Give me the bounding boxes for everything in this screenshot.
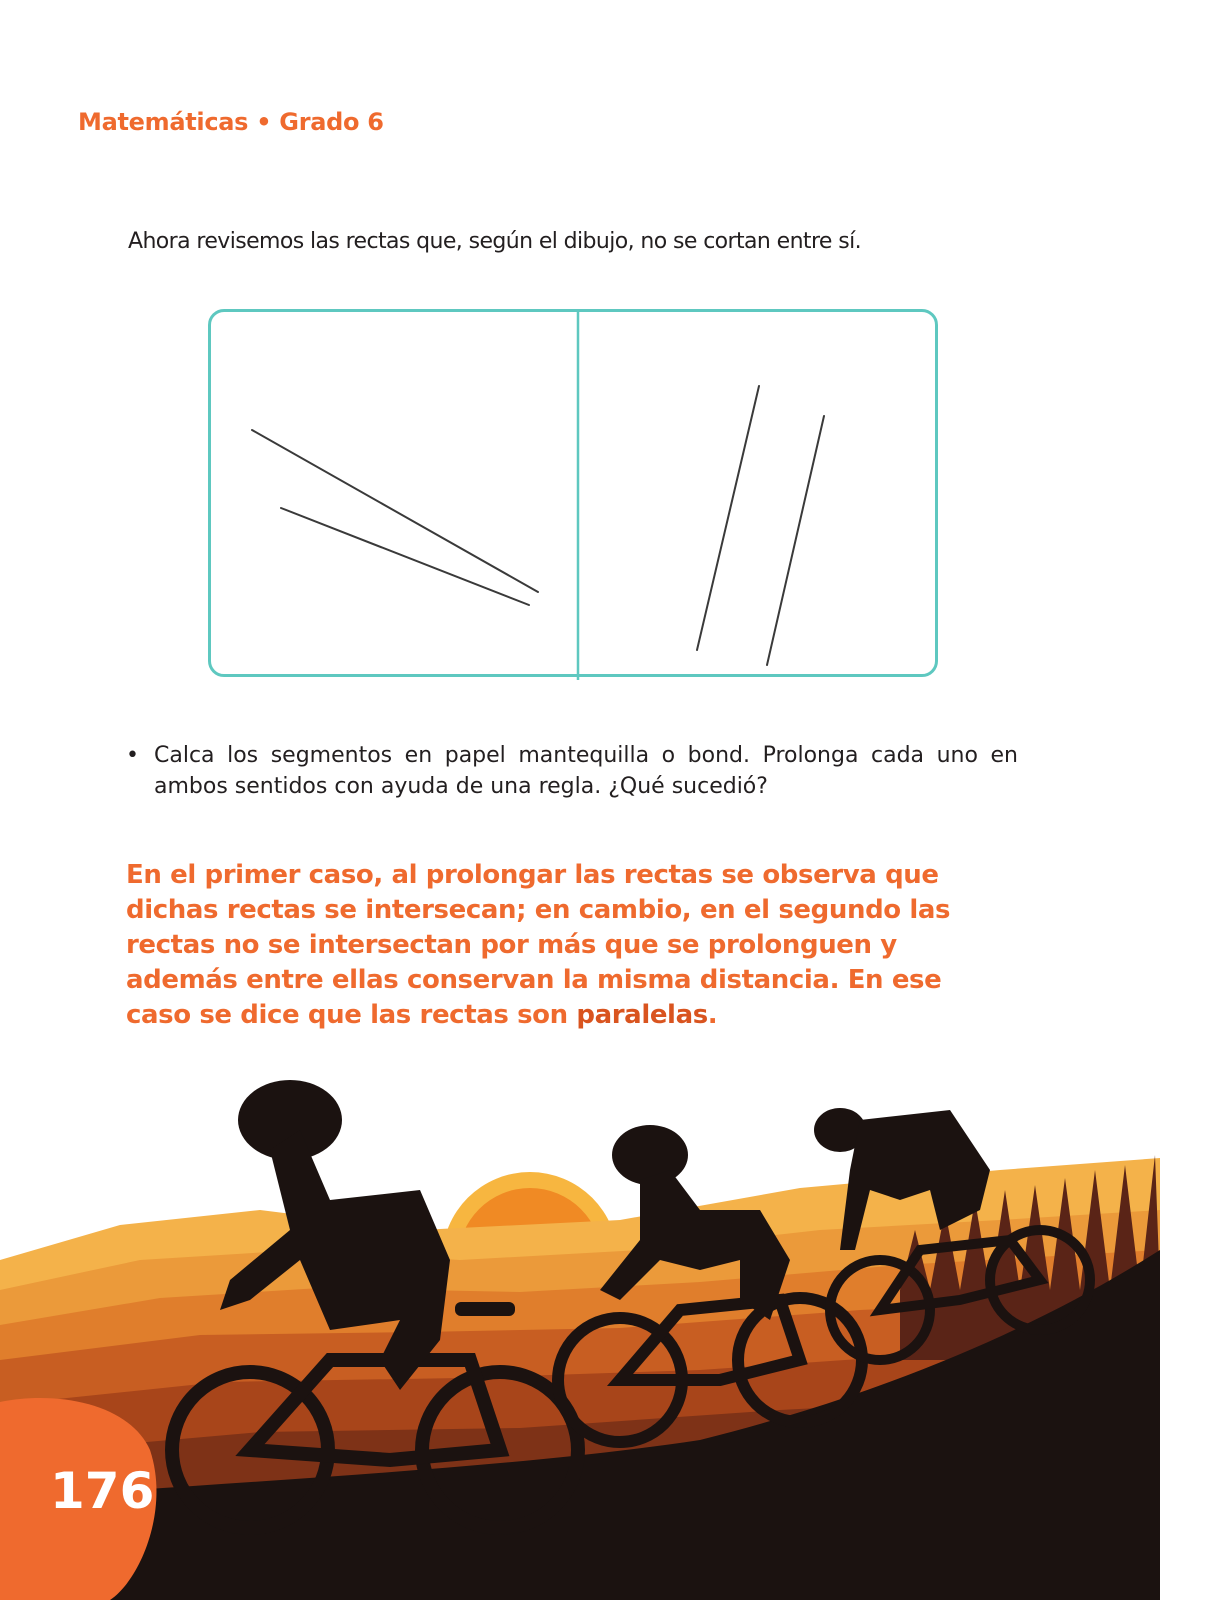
intro-paragraph: Ahora revisemos las rectas que, según el dibujo, no se cortan entre sí. <box>128 229 861 254</box>
page-number: 176 <box>50 1462 155 1520</box>
segment-b <box>281 508 529 605</box>
intersecting-segments <box>252 430 538 605</box>
cyclists-sunset-illustration <box>0 1060 1206 1600</box>
answer-key-term: paralelas <box>576 1000 708 1030</box>
segment-d <box>767 416 824 665</box>
exercise-item <box>126 740 1018 802</box>
page-header: Matemáticas • Grado 6 <box>78 108 384 136</box>
lines-figure-frame <box>208 309 938 677</box>
answer-text: En el primer caso, al prolongar las rectas se observa que dichas rectas se intersecan; en cambio, en el segundo las rectas no se intersectan por más que se prolonguen y además entre ellas conservan la misma distancia. En ese caso se dice que las rectas son <box>126 860 951 1030</box>
segment-a <box>252 430 538 592</box>
segment-c <box>697 386 759 650</box>
parallel-segments <box>697 386 824 665</box>
bullet-marker: • <box>126 743 139 768</box>
exercise-text: Calca los segmentos en papel mantequilla o bond. Prolonga cada uno en ambos sentidos con ayuda de una regla. ¿Qué sucedió? <box>154 743 1018 799</box>
answer-end: . <box>707 1000 718 1030</box>
lines-figure <box>211 312 941 680</box>
answer-paragraph <box>126 858 1006 1033</box>
